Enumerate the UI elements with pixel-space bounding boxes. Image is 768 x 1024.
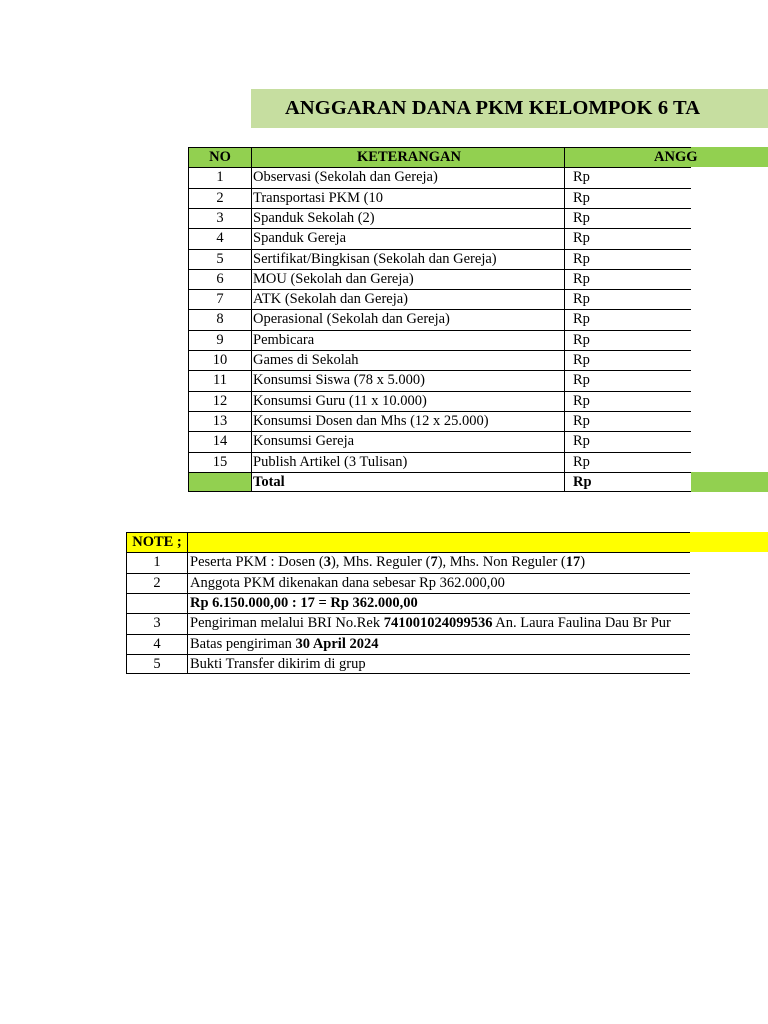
row-number: 12 — [212, 392, 228, 409]
note-text-part: Anggota PKM dikenakan dana sebesar Rp 362.000,00 — [190, 574, 505, 591]
row-anggaran: Rp — [573, 392, 590, 409]
note-header-row — [126, 532, 768, 552]
grid-line — [126, 654, 690, 655]
note-text-part: Pengiriman melalui BRI No.Rek — [190, 615, 384, 632]
budget-header-row — [188, 147, 768, 167]
table-row — [188, 370, 768, 390]
row-keterangan: Observasi (Sekolah dan Gereja) — [253, 169, 438, 186]
grid-line — [126, 552, 690, 553]
row-number: 4 — [216, 230, 224, 247]
grid-line — [187, 532, 188, 674]
row-anggaran: Rp — [573, 209, 590, 226]
grid-line — [188, 350, 691, 351]
table-row — [188, 188, 768, 208]
page-title: ANGGARAN DANA PKM KELOMPOK 6 TA — [285, 97, 701, 119]
row-number: 14 — [212, 433, 228, 450]
note-text-part: ) — [580, 554, 586, 571]
grid-line — [126, 532, 127, 674]
note-text — [188, 634, 768, 654]
row-number: 10 — [212, 352, 228, 368]
table-row — [188, 411, 768, 431]
grid-line — [126, 634, 690, 635]
row-keterangan: Konsumsi Siswa (78 x 5.000) — [253, 372, 425, 389]
row-number: 13 — [212, 412, 228, 429]
grid-line — [188, 309, 691, 310]
grid-line — [188, 249, 691, 250]
grid-line — [188, 167, 691, 168]
grid-line — [126, 673, 690, 674]
note-text-part: An. Laura Faulina Dau Br Pur — [492, 615, 671, 632]
table-row — [188, 228, 768, 248]
row-keterangan: Publish Artikel (3 Tulisan) — [253, 453, 408, 470]
row-number: 7 — [216, 291, 224, 308]
table-row — [188, 249, 768, 269]
table-row — [188, 350, 768, 370]
note-text-bold: 3 — [323, 554, 331, 571]
table-row — [188, 289, 768, 309]
note-text — [188, 654, 768, 674]
note-text-bold: Rp 6.150.000,00 : 17 = Rp 362.000,00 — [190, 594, 418, 611]
row-anggaran: Rp — [573, 169, 590, 186]
row-anggaran: Rp — [573, 352, 590, 368]
table-row — [188, 330, 768, 350]
table-row — [188, 269, 768, 289]
row-anggaran: Rp — [573, 311, 590, 328]
note-text-bold: 17 — [565, 554, 581, 571]
row-number: 1 — [216, 169, 224, 186]
grid-line — [564, 147, 565, 492]
row-keterangan: Transportasi PKM (10 — [253, 189, 383, 206]
row-anggaran: Rp — [573, 291, 590, 308]
note-text — [188, 573, 768, 593]
note-row — [126, 552, 768, 572]
grid-line — [188, 147, 189, 492]
grid-line — [188, 269, 691, 270]
table-row — [188, 391, 768, 411]
note-number: 3 — [153, 615, 161, 632]
header-keterangan: KETERANGAN — [252, 147, 565, 167]
grid-line — [188, 208, 691, 209]
row-number: 5 — [216, 250, 224, 267]
note-text-part: Peserta PKM : Dosen ( — [190, 554, 324, 571]
total-anggaran: Rp — [573, 473, 592, 490]
total-number — [188, 472, 252, 492]
row-anggaran: Rp — [573, 230, 590, 247]
grid-line — [126, 532, 690, 533]
row-anggaran: Rp — [573, 372, 590, 389]
note-text — [188, 552, 768, 572]
row-keterangan: Konsumsi Gereja — [253, 433, 355, 450]
row-keterangan: Operasional (Sekolah dan Gereja) — [253, 311, 450, 328]
total-fill — [691, 472, 768, 492]
grid-line — [188, 289, 691, 290]
row-number: 2 — [216, 189, 224, 206]
row-number: 11 — [213, 372, 227, 389]
grid-line — [188, 330, 691, 331]
note-number: 2 — [153, 574, 161, 591]
note-text-part: Batas pengiriman — [190, 635, 296, 652]
header-anggaran: ANGG — [565, 147, 768, 167]
grid-line — [188, 370, 691, 371]
row-keterangan: Sertifikat/Bingkisan (Sekolah dan Gereja) — [253, 250, 497, 267]
row-keterangan: Spanduk Sekolah (2) — [253, 209, 375, 226]
budget-total-row — [188, 472, 768, 492]
note-number: 5 — [153, 655, 161, 672]
row-number: 9 — [216, 331, 224, 348]
note-header-label: NOTE ; — [126, 532, 188, 552]
notes-table — [126, 532, 768, 674]
grid-line — [188, 431, 691, 432]
note-text-part: ), Mhs. Reguler ( — [330, 554, 431, 571]
row-keterangan: Spanduk Gereja — [253, 230, 347, 247]
row-anggaran: Rp — [573, 453, 590, 470]
grid-line — [126, 593, 690, 594]
note-text-part: ), Mhs. Non Reguler ( — [437, 554, 566, 571]
row-number: 6 — [216, 270, 224, 287]
note-text-bold: 7 — [430, 554, 438, 571]
note-row — [126, 593, 768, 613]
title-banner — [251, 89, 768, 128]
table-row — [188, 167, 768, 187]
grid-line — [188, 147, 691, 148]
row-anggaran: Rp — [573, 433, 590, 450]
row-keterangan: ATK (Sekolah dan Gereja) — [253, 291, 409, 308]
grid-line — [126, 573, 690, 574]
row-anggaran: Rp — [573, 250, 590, 267]
table-row — [188, 431, 768, 451]
grid-line — [126, 613, 690, 614]
note-text — [188, 593, 768, 613]
note-row — [126, 654, 768, 674]
row-keterangan: Konsumsi Dosen dan Mhs (12 x 25.000) — [253, 412, 489, 429]
grid-line — [188, 411, 691, 412]
grid-line — [188, 452, 691, 453]
row-anggaran: Rp — [573, 331, 590, 348]
row-keterangan: MOU (Sekolah dan Gereja) — [253, 270, 414, 287]
row-anggaran: Rp — [573, 412, 590, 429]
table-row — [188, 452, 768, 472]
row-anggaran: Rp — [573, 189, 590, 206]
row-keterangan: Pembicara — [253, 331, 315, 348]
note-number: 1 — [153, 554, 161, 571]
header-no: NO — [188, 147, 252, 167]
row-anggaran: Rp — [573, 270, 590, 287]
table-row — [188, 309, 768, 329]
grid-line — [188, 228, 691, 229]
grid-line — [188, 188, 691, 189]
note-text-bold: 741001024099536 — [383, 615, 493, 632]
grid-line — [251, 147, 252, 492]
row-number: 15 — [212, 453, 228, 470]
budget-table — [188, 147, 768, 493]
note-text-bold: 30 April 2024 — [295, 635, 379, 652]
note-row — [126, 634, 768, 654]
note-text — [188, 613, 768, 633]
row-number: 8 — [216, 311, 224, 328]
grid-line — [188, 391, 691, 392]
grid-line — [188, 472, 691, 473]
grid-line — [188, 491, 691, 492]
note-text-part: Bukti Transfer dikirim di grup — [190, 655, 366, 672]
note-row — [126, 573, 768, 593]
note-number — [126, 593, 188, 613]
total-label: Total — [253, 473, 285, 490]
note-number: 4 — [153, 635, 161, 652]
row-keterangan: Games di Sekolah — [253, 352, 359, 368]
row-number: 3 — [216, 209, 224, 226]
note-header-fill — [188, 532, 768, 552]
row-keterangan: Konsumsi Guru (11 x 10.000) — [253, 392, 427, 409]
note-row — [126, 613, 768, 633]
table-row — [188, 208, 768, 228]
